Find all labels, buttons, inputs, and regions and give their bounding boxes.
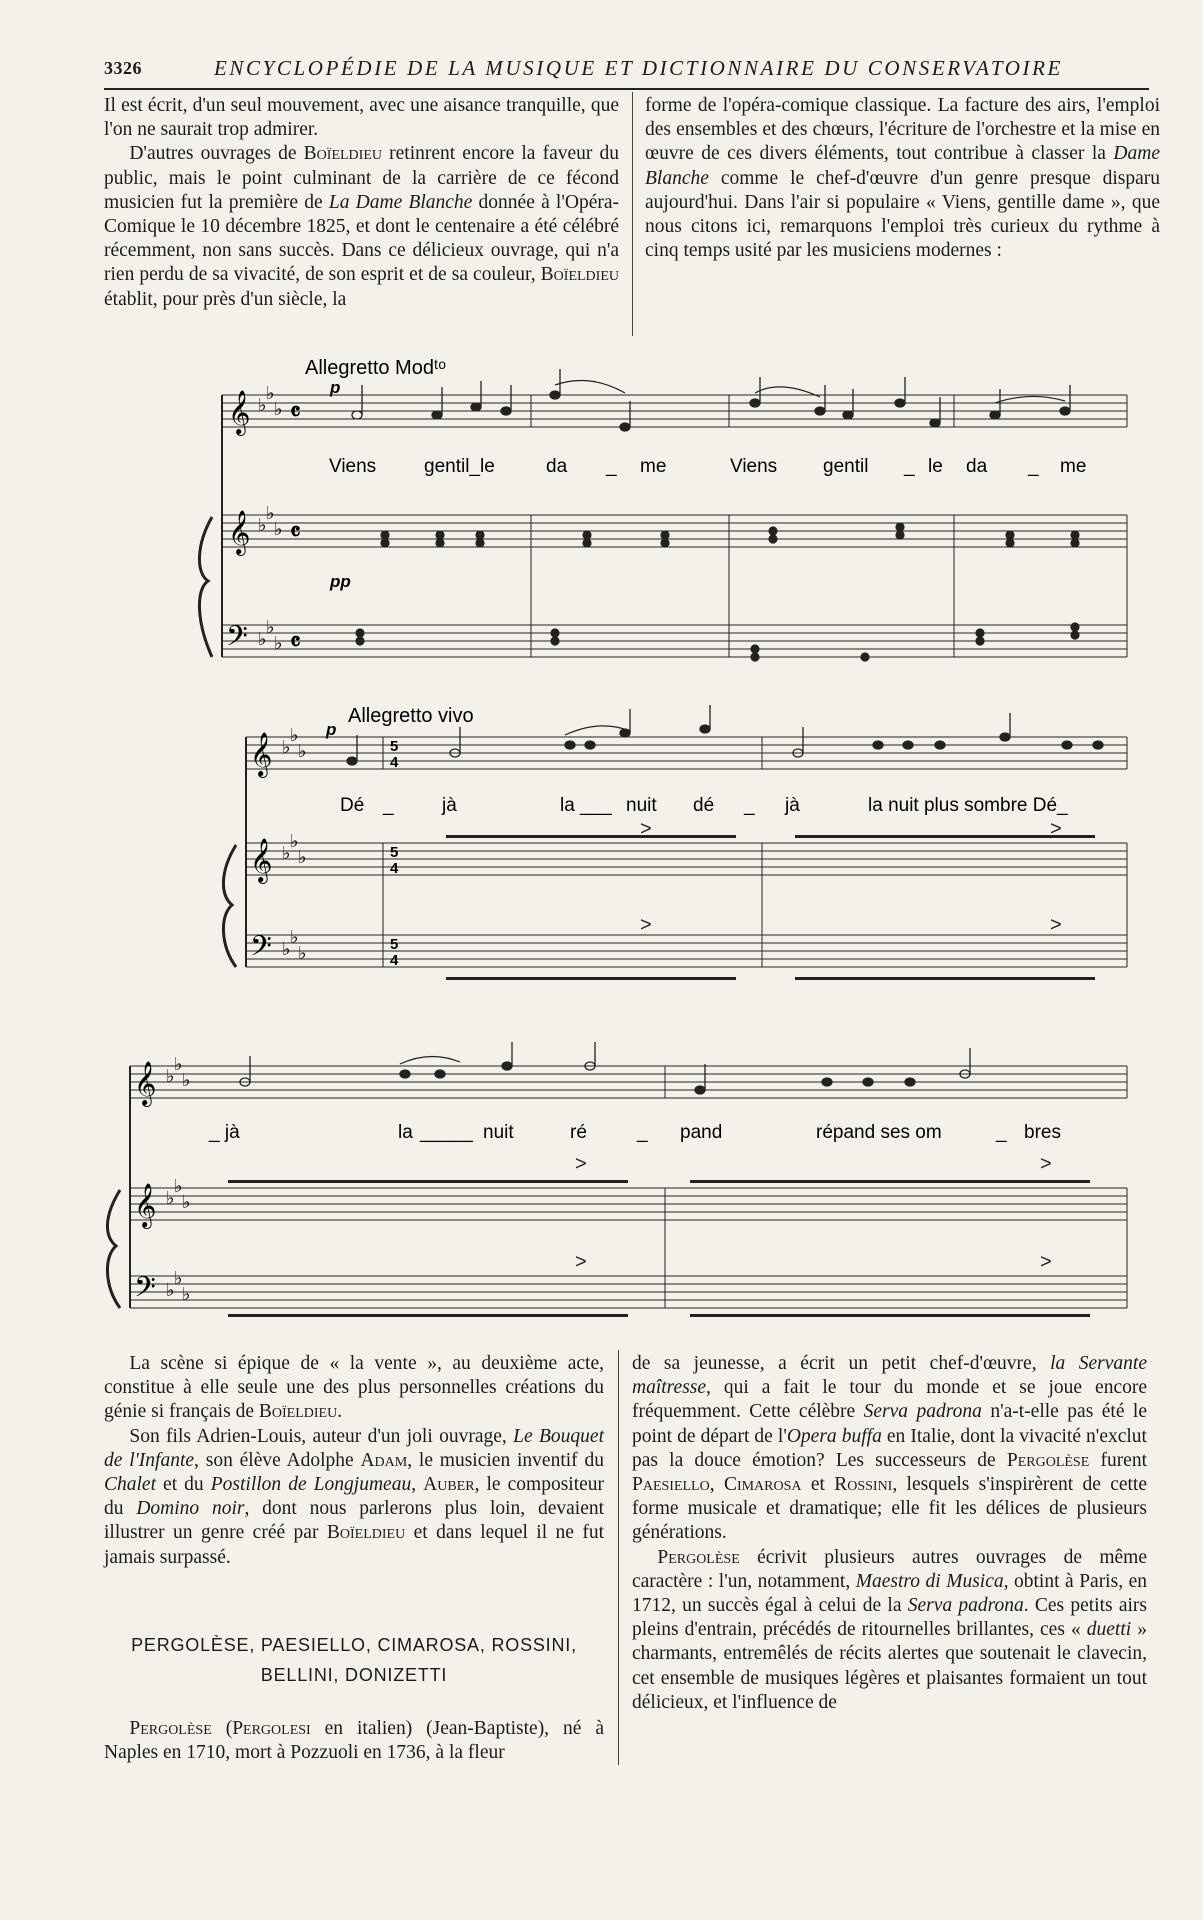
key-signature-flats bbox=[258, 383, 283, 653]
svg-text:>: > bbox=[640, 914, 652, 936]
music-score-allegretto-vivo bbox=[0, 695, 1203, 995]
bottom-right-column bbox=[632, 1352, 1147, 1715]
svg-text:jà: jà bbox=[442, 795, 457, 816]
svg-text:5: 5 bbox=[390, 844, 399, 861]
svg-text:♭: ♭ bbox=[266, 383, 275, 403]
svg-text:♭: ♭ bbox=[182, 1284, 191, 1304]
page-number: 3326 bbox=[104, 58, 142, 78]
svg-text:♭: ♭ bbox=[298, 741, 307, 761]
svg-text:♭: ♭ bbox=[182, 1192, 191, 1212]
svg-text:5: 5 bbox=[390, 738, 399, 755]
paragraph: Il est écrit, d'un seul mouvement, avec une aisance tranquille, que l'on ne saurait trop admirer. bbox=[104, 95, 619, 141]
svg-text:_: _ bbox=[744, 795, 755, 816]
svg-text:𝄴: 𝄴 bbox=[290, 399, 301, 426]
svg-text:nuit: nuit bbox=[626, 795, 657, 816]
music-score-continuation bbox=[0, 1040, 1203, 1330]
common-time-signature bbox=[290, 399, 301, 656]
lyrics-line bbox=[208, 1122, 1061, 1143]
svg-text:♭: ♭ bbox=[298, 943, 307, 963]
key-signature-flats bbox=[166, 1054, 191, 1304]
svg-text:me: me bbox=[640, 456, 667, 477]
bottom-left-column-continued bbox=[104, 1717, 604, 1765]
svg-text:gentil_le: gentil_le bbox=[424, 456, 495, 477]
svg-text:___: ___ bbox=[580, 795, 612, 816]
svg-text:♭: ♭ bbox=[174, 1176, 183, 1196]
paragraph: de sa jeunesse, a écrit un petit chef-d'œuvre, la Servante maîtresse, qui a fait le tour du monde et se joue encore fréquemment. Cette célèbre Serva padrona n'a-t-elle pas été le point de départ de l'Opera buffa en Italie, dont la vivacité n'exclut pas la douce émotion? Les successeurs de Pergolèse furent Paesiello, Cimarosa et Rossini, lesquels s'inspirèrent de cette forme musicale et dramatique; elle fit les délices de plusieurs générations. bbox=[632, 1353, 1148, 1544]
svg-text:dé: dé bbox=[693, 795, 715, 816]
running-title: ENCYCLOPÉDIE DE LA MUSIQUE ET DICTIONNAIRE DU CONSERVATOIRE bbox=[214, 56, 1063, 80]
piano-chords bbox=[356, 523, 1079, 661]
svg-text:♭: ♭ bbox=[290, 725, 299, 745]
music-score-viens-gentille-dame bbox=[0, 345, 1203, 685]
voice-notes bbox=[240, 1042, 970, 1094]
dynamic-voice: p bbox=[326, 720, 337, 739]
treble-clef-icon: 𝄞 bbox=[228, 512, 251, 554]
treble-clef-icon: 𝄞 bbox=[228, 392, 251, 434]
page-header bbox=[104, 52, 1149, 90]
svg-text:>: > bbox=[1040, 1251, 1052, 1273]
svg-text:♭: ♭ bbox=[258, 395, 267, 415]
svg-text:>: > bbox=[1040, 1153, 1052, 1175]
paragraph: forme de l'opéra-comique classique. La facture des airs, l'emploi des ensembles et des chœurs, l'écriture de l'orchestre et la mise en œuvre de ces divers éléments, tout contribue à classer la Dame Blanche comme le chef-d'œuvre d'un genre presque disparu aujourd'hui. Dans l'air si populaire « Viens, gentille dame », que nous citons ici, remarquons l'emploi très curieux du rythme à cinq temps usité par les musiciens modernes : bbox=[645, 95, 1160, 262]
svg-text:4: 4 bbox=[390, 952, 399, 969]
svg-text:♭: ♭ bbox=[174, 1054, 183, 1074]
lyrics-line bbox=[340, 795, 1068, 816]
svg-text:Viens: Viens bbox=[730, 456, 778, 477]
top-left-column bbox=[104, 94, 619, 312]
svg-text:♭: ♭ bbox=[274, 519, 283, 539]
svg-text:♭: ♭ bbox=[290, 927, 299, 947]
svg-text:>: > bbox=[1050, 818, 1062, 840]
slurs bbox=[555, 381, 1065, 404]
svg-text:_ jà: _ jà bbox=[209, 1122, 240, 1143]
svg-text:4: 4 bbox=[390, 860, 399, 877]
bass-clef-icon: 𝄢 bbox=[134, 1272, 156, 1310]
column-divider bbox=[632, 92, 633, 336]
svg-text:da: da bbox=[546, 456, 568, 477]
paragraph: Pergolèse (Pergolesi en italien) (Jean-Baptiste), né à Naples en 1710, mort à Pozzuoli en 1736, à la fleur bbox=[104, 1718, 604, 1764]
paragraph: Pergolèse écrivit plusieurs autres ouvrages de même caractère : l'un, notamment, Maestro di Musica, obtint à Paris, en 1712, un succès égal à celui de la Serva padrona. Ces petits airs pleins d'entrain, précédés de ritournelles brillantes, ces « duetti » charmants, entremêlés de récits alertes que soutenait le clavecin, cet ensemble de musiques légères et plaisantes formaient un tout délicieux, et l'influence de bbox=[632, 1546, 1148, 1713]
svg-text:pand: pand bbox=[680, 1122, 723, 1143]
svg-text:>: > bbox=[575, 1153, 587, 1175]
svg-text:5: 5 bbox=[390, 936, 399, 953]
svg-text:𝄴: 𝄴 bbox=[290, 629, 301, 656]
column-divider bbox=[618, 1350, 619, 1765]
svg-text:répand ses om: répand ses om bbox=[816, 1122, 942, 1143]
brace bbox=[107, 1190, 120, 1308]
svg-text:♭: ♭ bbox=[266, 617, 275, 637]
svg-text:♭: ♭ bbox=[174, 1268, 183, 1288]
svg-text:♭: ♭ bbox=[282, 939, 291, 959]
svg-text:♭: ♭ bbox=[282, 843, 291, 863]
slur bbox=[400, 1056, 460, 1064]
svg-text:♭: ♭ bbox=[258, 515, 267, 535]
svg-text:_: _ bbox=[1028, 456, 1039, 477]
svg-text:>: > bbox=[1050, 914, 1062, 936]
svg-text:ré: ré bbox=[570, 1122, 587, 1143]
svg-text:_: _ bbox=[606, 456, 617, 477]
section-heading: PERGOLÈSE, PAESIELLO, CIMAROSA, ROSSINI, BELLINI, DONIZETTI bbox=[131, 1635, 577, 1685]
svg-text:♭: ♭ bbox=[282, 737, 291, 757]
svg-text:_: _ bbox=[904, 456, 915, 477]
svg-text:me: me bbox=[1060, 456, 1087, 477]
svg-text:nuit: nuit bbox=[483, 1122, 514, 1143]
svg-text:la: la bbox=[398, 1122, 413, 1143]
tempo-marking: Allegretto vivo bbox=[348, 705, 474, 727]
lyrics-line bbox=[329, 456, 1086, 477]
svg-text:♭: ♭ bbox=[166, 1188, 175, 1208]
svg-text:4: 4 bbox=[390, 754, 399, 771]
svg-text:da: da bbox=[966, 456, 988, 477]
svg-text:le: le bbox=[928, 456, 943, 477]
treble-clef-icon: 𝄞 bbox=[134, 1063, 157, 1105]
paragraph: D'autres ouvrages de Boïeldieu retinrent encore la faveur du public, mais le point culminant de la carrière de ce fécond musicien fut la première de La Dame Blanche donnée à l'Opéra-Comique le 10 décembre 1825, et dont le centenaire a été célébré récemment, non sans succès. Dans ce délicieux ouvrage, qui n'a rien perdu de sa vivacité, de son esprit et de sa couleur, Boïeldieu établit, pour près d'un siècle, la bbox=[104, 143, 619, 310]
time-signature bbox=[390, 738, 399, 969]
piano-chords bbox=[446, 818, 1095, 980]
svg-text:la: la bbox=[560, 795, 575, 816]
svg-text:♭: ♭ bbox=[258, 629, 267, 649]
tempo-marking: Allegretto Modᵗᵒ bbox=[305, 357, 446, 379]
dynamic-voice: p bbox=[330, 378, 341, 397]
svg-text:>: > bbox=[640, 818, 652, 840]
svg-text:♭: ♭ bbox=[266, 503, 275, 523]
svg-text:Viens: Viens bbox=[329, 456, 377, 477]
top-right-column bbox=[645, 94, 1160, 263]
svg-text:♭: ♭ bbox=[298, 847, 307, 867]
bass-clef-icon: 𝄢 bbox=[226, 621, 248, 659]
svg-text:Dé: Dé bbox=[340, 795, 365, 816]
treble-clef-icon: 𝄞 bbox=[250, 734, 273, 776]
svg-text:♭: ♭ bbox=[182, 1070, 191, 1090]
svg-text:_: _ bbox=[637, 1122, 648, 1143]
svg-text:♭: ♭ bbox=[166, 1280, 175, 1300]
dynamic-piano: pp bbox=[330, 572, 351, 591]
paragraph: Son fils Adrien-Louis, auteur d'un joli ouvrage, Le Bouquet de l'Infante, son élève Adolphe Adam, le musicien inventif du Chalet et du Postillon de Longjumeau, Auber, le compositeur du Domino noir, dont nous parlerons plus loin, devaient illustrer un genre créé par Boïeldieu et dans lequel il ne fut jamais surpassé. bbox=[104, 1425, 605, 1568]
svg-text:♭: ♭ bbox=[290, 831, 299, 851]
bottom-left-column bbox=[104, 1352, 604, 1570]
svg-text:>: > bbox=[575, 1251, 587, 1273]
svg-text:_: _ bbox=[996, 1122, 1007, 1143]
svg-text:♭: ♭ bbox=[166, 1066, 175, 1086]
treble-clef-icon: 𝄞 bbox=[250, 840, 273, 882]
svg-text:la nuit plus sombre Dé_: la nuit plus sombre Dé_ bbox=[868, 795, 1068, 816]
svg-text:jà: jà bbox=[785, 795, 800, 816]
svg-text:_: _ bbox=[383, 795, 394, 816]
treble-clef-icon: 𝄞 bbox=[134, 1185, 157, 1227]
paragraph: La scène si épique de « la vente », au deuxième acte, constitue à elle seule une des plus personnelles créations du génie si français de Boïeldieu. bbox=[104, 1353, 604, 1423]
brace bbox=[223, 845, 236, 967]
svg-text:bres: bres bbox=[1024, 1122, 1061, 1143]
svg-text:_____: _____ bbox=[420, 1122, 473, 1143]
svg-text:gentil: gentil bbox=[823, 456, 869, 477]
svg-text:𝄴: 𝄴 bbox=[290, 519, 301, 546]
bass-clef-icon: 𝄢 bbox=[250, 931, 272, 969]
brace bbox=[199, 517, 212, 657]
svg-text:♭: ♭ bbox=[274, 399, 283, 419]
voice-notes bbox=[352, 369, 1070, 431]
svg-text:♭: ♭ bbox=[274, 633, 283, 653]
